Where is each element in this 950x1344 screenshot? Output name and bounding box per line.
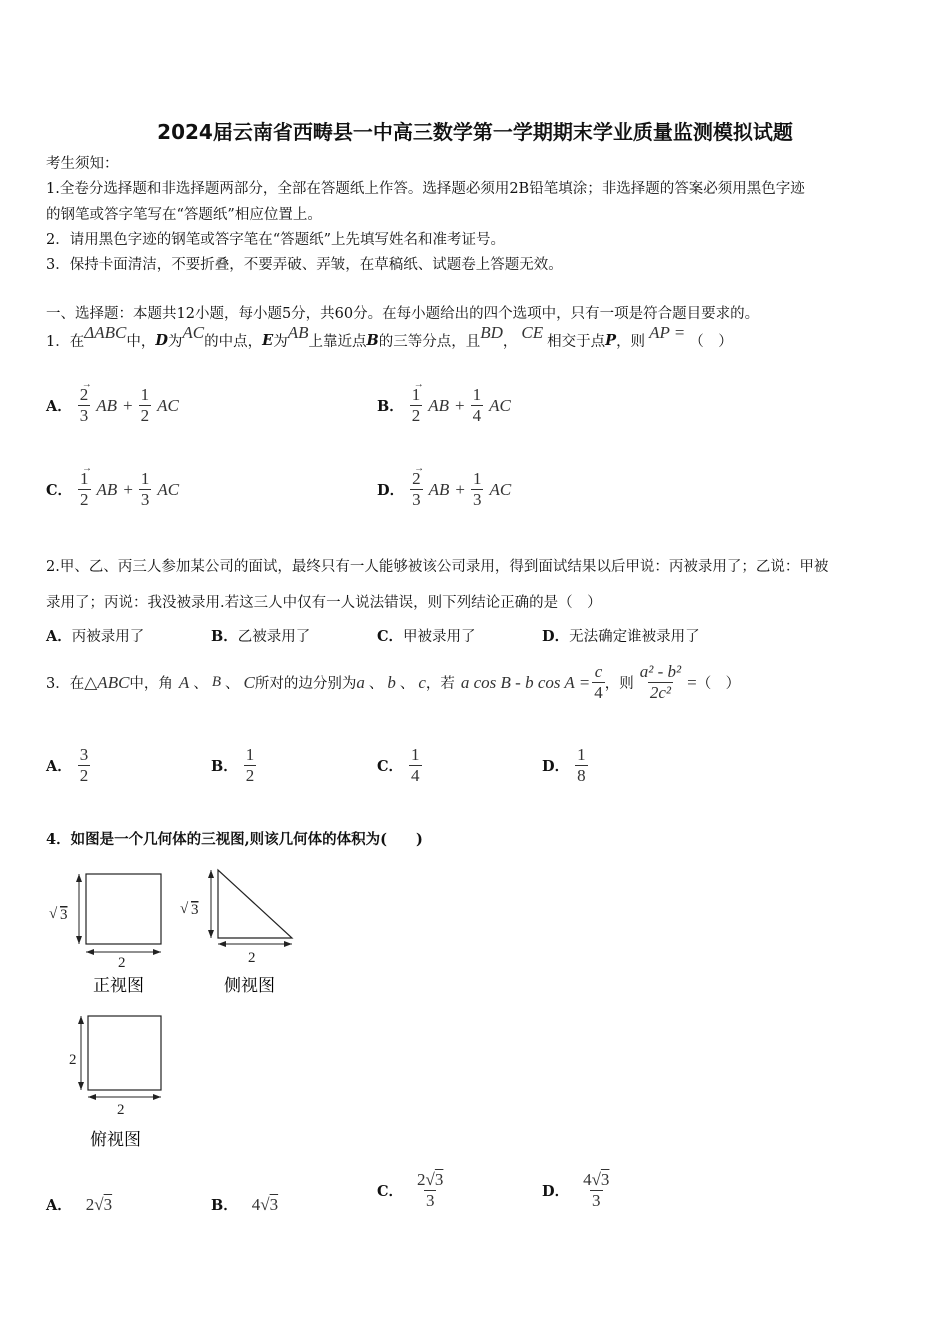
numerator: 1 <box>472 469 482 488</box>
numerator: a² - b² <box>639 662 682 681</box>
fraction <box>410 463 425 510</box>
q4-option-d[interactable] <box>542 1170 609 1211</box>
fraction <box>78 745 91 786</box>
q3-text: 、 <box>368 676 384 692</box>
math-term: AB <box>96 395 118 415</box>
q3-text: 、 <box>399 676 415 692</box>
fraction <box>471 385 484 426</box>
question-1 <box>46 322 733 351</box>
denominator: 3 <box>425 1191 435 1210</box>
coefficient: 4 <box>251 1194 261 1214</box>
math-op: + <box>455 395 465 415</box>
denominator: 3 <box>140 490 150 509</box>
q1-option-d[interactable] <box>377 463 512 510</box>
front-view-figure <box>46 866 176 1001</box>
math-term: AB <box>96 479 118 499</box>
fraction <box>575 745 588 786</box>
option-label: A． <box>46 628 72 645</box>
option-label: D． <box>542 758 570 775</box>
q1-text: 相交于点 <box>547 334 606 350</box>
fraction <box>139 385 152 426</box>
option-text: 丙被录用了 <box>71 629 145 645</box>
q2-option-b[interactable] <box>211 625 310 646</box>
q3-math: A <box>178 672 190 692</box>
q1-math: AP = <box>649 322 686 342</box>
numerator <box>583 1170 609 1190</box>
q3-math: △ABC <box>84 672 130 692</box>
numerator: 1 <box>411 745 420 764</box>
option-label: C． <box>377 1183 404 1200</box>
option-label: B． <box>211 758 238 775</box>
math-op: + <box>455 479 465 499</box>
numerator: 1 <box>140 385 150 404</box>
fraction <box>244 745 257 786</box>
q2-option-c[interactable] <box>377 625 476 646</box>
q4-option-c[interactable] <box>377 1170 443 1211</box>
q1-var: P <box>605 332 617 349</box>
q3-text: ，若 <box>425 676 455 692</box>
q1-option-a[interactable] <box>46 379 179 426</box>
side-view-figure <box>176 866 306 1001</box>
notice-line-1: 1.全卷分选择题和非选择题两部分，全部在答题纸上作答。选择题必须用2B铅笔填涂；非选择题的答案必须用黑色字迹 <box>46 181 805 197</box>
q3-math: a <box>356 672 365 692</box>
numerator: 1 <box>411 385 421 404</box>
fraction <box>417 1170 443 1211</box>
option-label: C． <box>377 628 404 645</box>
arrow-head <box>78 1016 84 1024</box>
math-op: + <box>123 395 133 415</box>
arrow-head <box>76 874 82 882</box>
fraction <box>78 379 92 426</box>
denominator: 3 <box>472 490 482 509</box>
q3-text: 3．在 <box>46 676 85 692</box>
vector-arrow: → <box>82 463 93 474</box>
q1-math: AB <box>287 322 309 342</box>
option-label: A． <box>46 398 72 415</box>
vector-arrow: → <box>81 379 92 390</box>
arrow-head <box>208 870 214 878</box>
q3-option-b[interactable] <box>211 745 256 786</box>
height-sqrt-sign: √ <box>180 901 189 917</box>
q1-math: AC <box>182 322 205 342</box>
q1-text: 为 <box>273 334 288 350</box>
denominator: 4 <box>594 683 603 702</box>
denominator: 4 <box>472 406 482 425</box>
notice-line-3: 3．保持卡面清洁，不要折叠，不要弄破、弄皱，在草稿纸、试题卷上答题无效。 <box>46 257 563 273</box>
question-3 <box>46 662 740 703</box>
top-view-caption: 俯视图 <box>90 1130 141 1150</box>
front-view-rect <box>86 874 161 944</box>
notice-line-2: 2．请用黑色字迹的钢笔或答字笔在“答题纸”上先填写姓名和准考证号。 <box>46 232 506 248</box>
vector-arrow: → <box>413 379 424 390</box>
radicand: 3 <box>600 1170 610 1189</box>
sqrt-sign: √ <box>94 1194 104 1214</box>
section-heading: 一、选择题：本题共12小题，每小题5分，共60分。在每小题给出的四个选项中，只有一项是符合题目要求的。 <box>46 306 760 322</box>
arrow-head <box>86 949 94 955</box>
math-term: AC <box>157 479 180 499</box>
q4-option-b[interactable] <box>211 1194 278 1215</box>
numerator: 3 <box>79 745 89 764</box>
numerator: c <box>594 662 603 681</box>
q1-text: 的三等分点，且 <box>378 334 481 350</box>
arrow-head <box>88 1094 96 1100</box>
option-label: A． <box>46 758 72 775</box>
top-view-rect <box>88 1016 161 1090</box>
sqrt-sign: √ <box>425 1170 435 1189</box>
q3-text: 所对的边分别为 <box>254 676 357 692</box>
width-label: 2 <box>118 955 126 971</box>
option-label: A． <box>46 1197 72 1214</box>
fraction <box>139 469 152 510</box>
side-view-triangle <box>218 870 292 938</box>
arrow-head <box>153 949 161 955</box>
q1-text: 中， <box>126 334 156 350</box>
math-term: AB <box>428 395 450 415</box>
radicand: 3 <box>103 1194 113 1214</box>
coefficient: 2 <box>417 1170 426 1189</box>
numerator: 1 <box>472 385 482 404</box>
q1-option-c[interactable] <box>46 463 180 510</box>
option-label: B． <box>211 1197 238 1214</box>
numerator: 2 <box>79 385 89 404</box>
q3-text: （ ） <box>696 676 741 692</box>
math-op: + <box>123 479 133 499</box>
denominator: 2c² <box>649 683 671 702</box>
denominator: 2 <box>411 406 421 425</box>
coefficient: 4 <box>583 1170 592 1189</box>
q3-text: 中，角 <box>129 676 173 692</box>
page-title: 2024届云南省西畴县一中高三数学第一学期期末学业质量监测模拟试题 <box>157 120 793 144</box>
fraction <box>583 1170 609 1211</box>
q1-text: 1．在 <box>46 334 85 350</box>
q1-text: ，则 <box>616 334 646 350</box>
math-term: AB <box>428 479 450 499</box>
q3-option-d[interactable] <box>542 745 588 786</box>
denominator: 3 <box>592 1191 601 1210</box>
denominator: 2 <box>79 766 89 785</box>
sqrt-sign: √ <box>260 1194 270 1214</box>
q2-option-a[interactable] <box>46 625 144 646</box>
option-text: 无法确定谁被录用了 <box>569 629 700 645</box>
arrow-head <box>76 936 82 944</box>
radical-expression <box>86 1195 112 1215</box>
q3-math: B <box>211 674 221 690</box>
radicand: 3 <box>269 1194 279 1214</box>
height-sqrt-sign: √ <box>49 906 58 922</box>
option-label: D． <box>542 1183 570 1200</box>
option-label: D． <box>377 482 405 499</box>
width-label: 2 <box>117 1102 125 1118</box>
sqrt-sign: √ <box>591 1170 601 1189</box>
option-label: C． <box>377 758 404 775</box>
arrow-head <box>78 1082 84 1090</box>
denominator: 2 <box>80 490 89 509</box>
fraction <box>592 662 605 703</box>
q3-text: 、 <box>193 676 208 692</box>
radical-expression <box>252 1195 278 1215</box>
notice-line-1b: 的钢笔或答字笔写在“答题纸”相应位置上。 <box>46 207 322 223</box>
math-term: AC <box>157 395 179 415</box>
numerator <box>417 1170 443 1190</box>
q1-var: D <box>155 332 168 349</box>
arrow-head <box>153 1094 161 1100</box>
math-term: AC <box>489 395 511 415</box>
q3-math: C <box>243 672 255 692</box>
fraction <box>640 662 681 703</box>
math-term: AC <box>489 479 512 499</box>
q3-math: = <box>687 672 697 692</box>
q3-option-c[interactable] <box>377 745 422 786</box>
option-label: C． <box>46 482 73 499</box>
q2-option-d[interactable] <box>542 625 700 646</box>
q4-option-a[interactable] <box>46 1194 112 1215</box>
question-2-line-1: 2.甲、乙、丙三人参加某公司的面试，最终只有一人能够被该公司录用，得到面试结果以后甲说：丙被录用了；乙说：甲被 <box>46 559 829 575</box>
option-label: B． <box>377 398 404 415</box>
numerator: 1 <box>245 745 255 764</box>
denominator: 8 <box>577 766 586 785</box>
arrow-head <box>284 941 292 947</box>
q1-math: CE <box>521 322 544 342</box>
question-2-line-2: 录用了；丙说：我没被录用.若这三人中仅有一人说法错误，则下列结论正确的是（ ） <box>46 595 602 611</box>
numerator: 1 <box>80 469 89 488</box>
q1-text: 为 <box>167 334 183 350</box>
height-label: 3 <box>191 902 199 918</box>
option-label: B． <box>211 628 238 645</box>
q1-var: B <box>366 332 379 349</box>
q3-option-a[interactable] <box>46 745 90 786</box>
vector-arrow: → <box>414 463 425 474</box>
q1-text: 的中点， <box>204 334 263 350</box>
numerator: 1 <box>577 745 586 764</box>
fraction <box>410 379 424 426</box>
option-text: 乙被录用了 <box>237 629 311 645</box>
q1-math: BD <box>480 322 503 342</box>
side-view-caption: 侧视图 <box>224 976 275 996</box>
option-label: D． <box>542 628 570 645</box>
option-text: 甲被录用了 <box>403 629 476 645</box>
notice-heading: 考生须知： <box>46 156 119 172</box>
front-view-caption: 正视图 <box>93 976 144 996</box>
q1-text: ， <box>502 334 518 350</box>
height-label: 2 <box>69 1052 77 1068</box>
fraction <box>409 745 422 786</box>
denominator: 4 <box>411 766 420 785</box>
q1-var: E <box>262 332 274 349</box>
q1-math: ΔABC <box>84 322 127 342</box>
height-label: 3 <box>60 907 68 923</box>
arrow-head <box>218 941 226 947</box>
q3-equation: a cos B - b cos A = <box>460 672 591 692</box>
q3-math: b <box>387 672 396 692</box>
arrow-head <box>208 930 214 938</box>
q3-math: c <box>418 672 426 692</box>
q3-text: 、 <box>224 676 240 692</box>
denominator: 2 <box>245 766 255 785</box>
denominator: 3 <box>79 406 89 425</box>
coefficient: 2 <box>85 1194 95 1214</box>
top-view-figure <box>46 1008 176 1153</box>
numerator: 1 <box>140 469 150 488</box>
fraction <box>471 469 484 510</box>
numerator: 2 <box>412 469 421 488</box>
radicand: 3 <box>434 1170 444 1189</box>
denominator: 3 <box>412 490 421 509</box>
q1-text: 上靠近点 <box>308 334 367 350</box>
denominator: 2 <box>140 406 150 425</box>
q3-text: ，则 <box>604 676 634 692</box>
q1-option-b[interactable] <box>377 379 511 426</box>
width-label: 2 <box>248 950 256 966</box>
q1-text: （ ） <box>689 334 733 350</box>
question-4: 4．如图是一个几何体的三视图,则该几何体的体积为( ) <box>46 831 423 848</box>
fraction <box>78 463 93 510</box>
